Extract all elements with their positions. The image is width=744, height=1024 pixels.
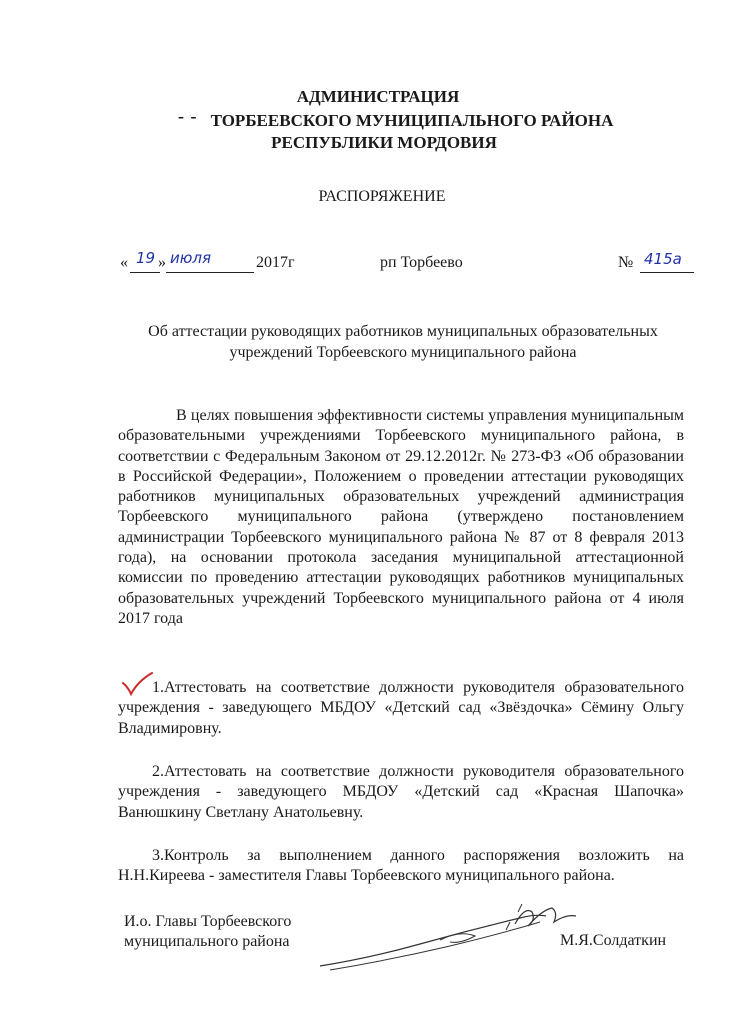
- paragraph-preamble: В целях повышения эффективности системы управления муниципальным образовательными учреждениями Торбеевского муниципального района, в соответствии с Федеральным Законом от 29.12.2012г. № 273-ФЗ «Об образовании в Российской Федерации», Положением о проведении аттестации руководящих работников муниципальных образовательных учреждений администрация Торбеевского муниципального района (утверждено постановлением администрации Торбеевского муниципального района № 87 от 8 февраля 2013 года), на основании протокола заседания муниципальной аттестационной комиссии по проведению аттестации руководящих работников муниципальных образовательных учреждений Торбеевского муниципального района от 4 июля 2017 года: [118, 407, 684, 627]
- header-line-2: ТОРБЕЕВСКОГО МУНИЦИПАЛЬНОГО РАЙОНА: [210, 111, 614, 130]
- signatory-name: М.Я.Солдаткин: [560, 932, 667, 949]
- document-number-handwritten: 415а: [644, 250, 682, 268]
- date-day-underline: [130, 272, 160, 273]
- header-line-3: РЕСПУБЛИКИ МОРДОВИЯ: [271, 133, 497, 152]
- date-quote-open: «: [120, 254, 128, 271]
- date-month-underline: [166, 272, 254, 273]
- date-year: 2017г: [256, 254, 295, 271]
- signatory-title-line-2: муниципального района: [124, 933, 290, 950]
- place-name: рп Торбеево: [380, 254, 463, 271]
- document-type: РАСПОРЯЖЕНИЕ: [318, 188, 446, 205]
- number-underline: [640, 272, 694, 273]
- document-subject: Об аттестации руководящих работников муниципальных образовательных учреждений Торбеевского муниципального района: [148, 323, 658, 361]
- date-month-handwritten: июля: [170, 249, 211, 267]
- signatory-title: [124, 912, 291, 952]
- paragraph-item-1: 1.Аттестовать на соответствие должности руководителя образовательного учреждения - заведующего МБДОУ «Детский сад «Звёздочка» Сёмину Ольгу Владимировну.: [118, 679, 684, 737]
- paragraph-item-2: 2.Аттестовать на соответствие должности руководителя образовательного учреждения - заведующего МБДОУ «Детский сад «Красная Шапочка» Ванюшкину Светлану Анатольевну.: [118, 763, 684, 821]
- date-quote-close: »: [158, 254, 166, 271]
- number-label: №: [618, 254, 634, 271]
- paragraph-item-3: 3.Контроль за выполнением данного распоряжения возложить на Н.Н.Киреева - заместителя Главы Торбеевского муниципального района.: [118, 847, 684, 885]
- header-line-1: АДМИНИСТРАЦИЯ: [296, 87, 460, 106]
- date-day-handwritten: 19: [136, 249, 156, 267]
- header-dash-mark: - -: [178, 106, 198, 126]
- signatory-title-line-1: И.о. Главы Торбеевского: [124, 913, 292, 930]
